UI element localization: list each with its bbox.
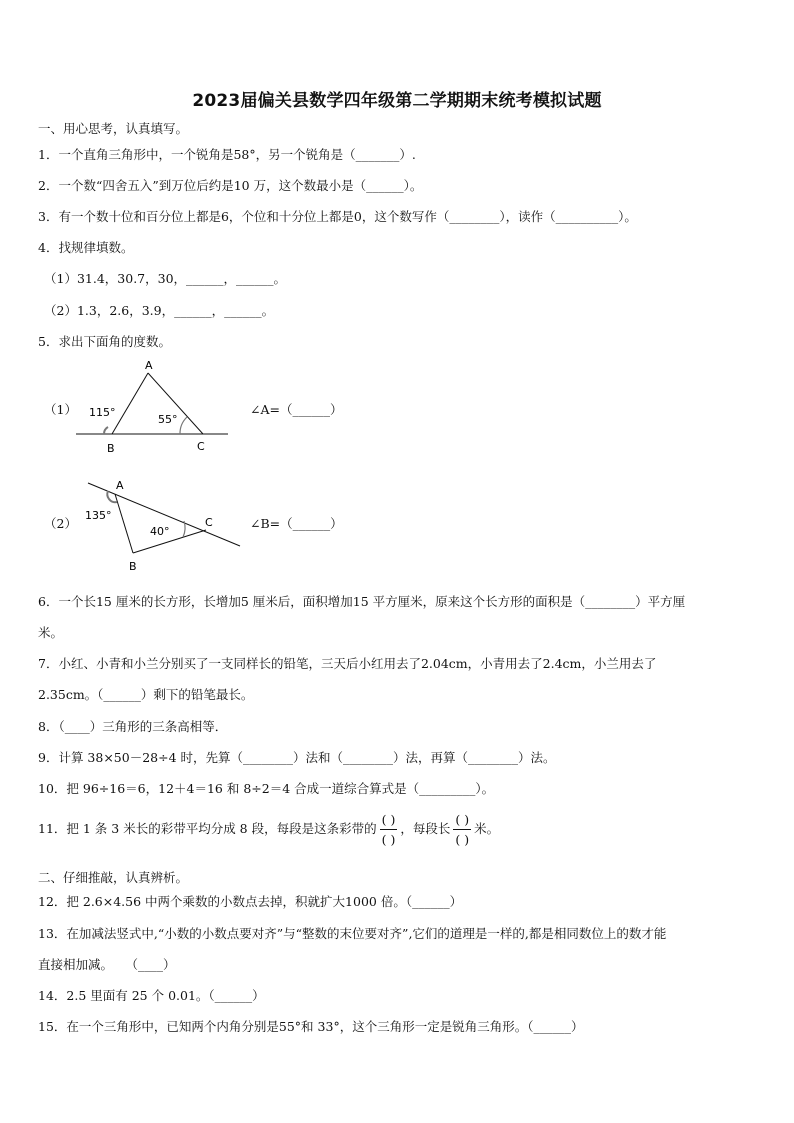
fraction-blank-2 bbox=[453, 812, 471, 847]
question-12: 12．把 2.6×4.56 中两个乘数的小数点去掉，积就扩大1000 倍。（______） bbox=[38, 894, 463, 909]
figure-2-angle-40: 40° bbox=[150, 525, 170, 538]
fraction-2-denominator: ( ) bbox=[455, 832, 470, 847]
question-4: 4．找规律填数。 bbox=[38, 240, 134, 255]
figure-2-label: （2） bbox=[44, 516, 77, 531]
figure-2-vertex-c: C bbox=[205, 516, 213, 529]
figure-1-angle-55: 55° bbox=[158, 413, 178, 426]
figure-2-angle-135: 135° bbox=[85, 509, 112, 522]
figure-2-vertex-a: A bbox=[116, 479, 124, 492]
triangle-figure-2 bbox=[80, 475, 245, 575]
question-11 bbox=[38, 812, 499, 847]
question-7-continued: 2.35cm。（______）剩下的铅笔最长。 bbox=[38, 687, 254, 702]
fraction-blank-1 bbox=[380, 812, 398, 847]
question-3: 3．有一个数十位和百分位上都是6，个位和十分位上都是0，这个数写作（________），读作（__________）。 bbox=[38, 209, 637, 224]
page-title: 2023届偏关县数学四年级第二学期期末统考模拟试题 bbox=[192, 91, 602, 111]
fraction-1-numerator: ( ) bbox=[380, 812, 398, 830]
question-6-continued: 米。 bbox=[38, 625, 64, 640]
triangle-figure-1 bbox=[70, 355, 240, 460]
fraction-2-numerator: ( ) bbox=[453, 812, 471, 830]
question-2: 2．一个数“四舍五入”到万位后约是10 万，这个数最小是（______）。 bbox=[38, 178, 423, 193]
question-10: 10．把 96÷16＝6，12＋4＝16 和 8÷2＝4 合成一道综合算式是（_________）。 bbox=[38, 781, 495, 796]
question-13: 13．在加减法竖式中,“小数的小数点要对齐”与“整数的末位要对齐”,它们的道理是一样的,都是相同数位上的数才能 bbox=[38, 926, 667, 941]
question-7: 7．小红、小青和小兰分别买了一支同样长的铅笔，三天后小红用去了2.04cm，小青用去了2.4cm，小兰用去了 bbox=[38, 656, 657, 671]
question-6: 6．一个长15 厘米的长方形，长增加5 厘米后，面积增加15 平方厘米，原来这个长方形的面积是（________）平方厘 bbox=[38, 594, 686, 609]
figure-1-vertex-c: C bbox=[197, 440, 205, 453]
question-4-part-1: （1）31.4，30.7，30，______，______。 bbox=[44, 271, 287, 286]
question-11-text-2: ，每段长 bbox=[400, 821, 451, 836]
figure-1-answer: ∠A=（______） bbox=[250, 402, 343, 417]
question-9: 9．计算 38×50－28÷4 时，先算（________）法和（________）法，再算（________）法。 bbox=[38, 750, 556, 765]
section-2-heading: 二、仔细推敲，认真辨析。 bbox=[38, 870, 189, 885]
figure-1-label: （1） bbox=[44, 402, 77, 417]
question-14: 14．2.5 里面有 25 个 0.01。（______） bbox=[38, 988, 265, 1003]
question-11-text-1: 11．把 1 条 3 米长的彩带平均分成 8 段，每段是这条彩带的 bbox=[38, 821, 377, 836]
question-1: 1．一个直角三角形中，一个锐角是58°，另一个锐角是（_______）. bbox=[38, 147, 416, 162]
figure-2-answer: ∠B=（______） bbox=[250, 516, 343, 531]
question-5: 5．求出下面角的度数。 bbox=[38, 334, 171, 349]
figure-1-vertex-b: B bbox=[107, 442, 115, 455]
figure-1-vertex-a: A bbox=[145, 359, 153, 372]
question-15: 15．在一个三角形中，已知两个内角分别是55°和 33°，这个三角形一定是锐角三角形。（______） bbox=[38, 1019, 584, 1034]
question-13-continued: 直接相加减。 （____） bbox=[38, 957, 176, 972]
question-11-text-3: 米。 bbox=[474, 821, 500, 836]
figure-1-angle-115: 115° bbox=[89, 406, 116, 419]
figure-2-vertex-b: B bbox=[129, 560, 137, 573]
question-4-part-2: （2）1.3，2.6，3.9，______，______。 bbox=[44, 303, 275, 318]
fraction-1-denominator: ( ) bbox=[381, 832, 396, 847]
section-1-heading: 一、用心思考，认真填写。 bbox=[38, 121, 189, 136]
question-8: 8．（____）三角形的三条高相等． bbox=[38, 719, 228, 734]
